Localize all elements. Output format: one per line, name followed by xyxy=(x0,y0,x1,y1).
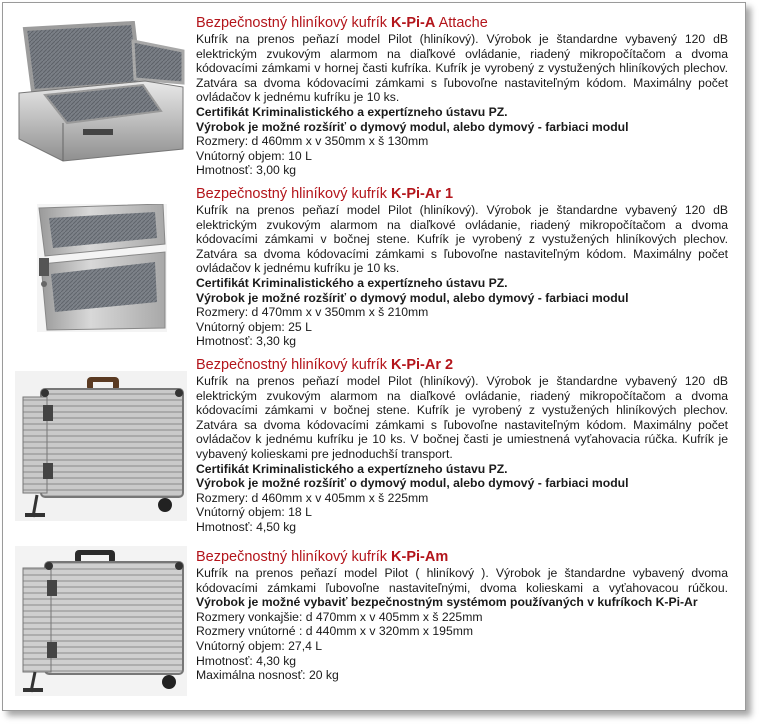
case-photo-k-pi-a xyxy=(15,21,187,163)
product-description: Kufrík na prenos peňazí model Pilot (hliníkový). Výrobok je štandardne vybavený 120 dB elektrickým zvukovým alarmom na diaľkové ovládanie, riadený mikropočítačom a dvoma kódovacími zámkami v bočnej stene. Kufrík je vyrobený z vystužených hliníkových plechov. Zatvára sa dvoma kódovacími zámkami s ľubovoľne nastaviteľným kódom. Maximálny počet ovládačov k jednému kufríku je 10 ks. V bočnej časti je umiestnená vyťahovacia rúčka. Kufrík je vybavený kolieskami pre jednoduchší transport. xyxy=(196,374,728,461)
case-photo-k-pi-ar-2 xyxy=(15,371,187,521)
volume: Vnútorný objem: 10 L xyxy=(196,148,312,163)
certificate-note: Certifikát Kriminalistického a expertízneho ústavu PZ. xyxy=(196,461,508,476)
extension-note: Výrobok je možné rozšíriť o dymový modul, alebo dymový - farbiaci modul xyxy=(196,476,629,491)
product-title: Bezpečnostný hliníkový kufrík K-Pi-Ar 1 xyxy=(196,186,454,202)
product-text-k-pi-a xyxy=(196,14,728,178)
volume: Vnútorný objem: 18 L xyxy=(196,505,312,520)
case-photo-k-pi-am xyxy=(15,546,187,696)
extension-note: Výrobok je možné rozšíriť o dymový modul, alebo dymový - farbiaci modul xyxy=(196,290,629,305)
dimensions-inner: Rozmery vnútorné : d 440mm x v 320mm x 195mm xyxy=(196,624,474,639)
product-list-frame xyxy=(2,2,746,711)
extension-note: Výrobok je možné vybaviť bezpečnostným systémom používaných v kufríkoch K-Pi-Ar xyxy=(196,595,698,610)
product-title: Bezpečnostný hliníkový kufrík K-Pi-Am xyxy=(196,549,449,565)
dimensions: Rozmery: d 470mm x v 350mm x š 210mm xyxy=(196,305,429,320)
case-photo-k-pi-ar-1 xyxy=(37,204,167,332)
max-load: Maximálna nosnosť: 20 kg xyxy=(196,668,339,683)
product-description: Kufrík na prenos peňazí model Pilot (hliníkový). Výrobok je štandardne vybavený 120 dB elektrickým zvukovým alarmom na diaľkové ovládanie, riadený mikropočítačom a dvoma kódovacími zámkami v hornej časti kufríka. Kufrík je vyrobený z vystužených hliníkových plechov. Zatvára sa dvoma kódovacími zámkami s ľubovoľne nastaviteľným kódom. Maximálny počet ovládačov k jednému kufríku je 10 ks. xyxy=(196,32,728,105)
product-description: Kufrík na prenos peňazí model Pilot (hliníkový). Výrobok je štandardne vybavený 120 dB elektrickým zvukovým alarmom na diaľkové ovládanie, riadený mikropočítačom a dvoma kódovacími zámkami v bočnej stene. Kufrík je vyrobený z vystužených hliníkových plechov. Zatvára sa dvoma kódovacími zámkami s ľubovoľne nastaviteľným kódom. Maximálny počet ovládačov k jednému kufríku je 10 ks. xyxy=(196,203,728,276)
extension-note: Výrobok je možné rozšíriť o dymový modul, alebo dymový - farbiaci modul xyxy=(196,119,629,134)
product-description: Kufrík na prenos peňazí model Pilot ( hliníkový ). Výrobok je štandardne vybavený dvoma kódovacími zámkami ľubovoľne nastaviteľnými, dvoma kolieskami a vyťahovacou rúčkou. Výrobok je možné vybaviť bezpečnostným systémom používaných v kufríkoch K-Pi-Ar xyxy=(196,566,728,610)
product-title: Bezpečnostný hliníkový kufrík K-Pi-A Attache xyxy=(196,15,488,31)
weight: Hmotnosť: 4,30 kg xyxy=(196,653,297,668)
weight: Hmotnosť: 3,30 kg xyxy=(196,334,297,349)
volume: Vnútorný objem: 27,4 L xyxy=(196,638,323,653)
certificate-note: Certifikát Kriminalistického a expertízneho ústavu PZ. xyxy=(196,104,508,119)
dimensions-outer: Rozmery vonkajšie: d 470mm x v 405mm x š 225mm xyxy=(196,609,483,624)
certificate-note: Certifikát Kriminalistického a expertízneho ústavu PZ. xyxy=(196,275,508,290)
product-text-k-pi-ar-2 xyxy=(196,356,728,535)
dimensions: Rozmery: d 460mm x v 350mm x š 130mm xyxy=(196,134,429,149)
dimensions: Rozmery: d 460mm x v 405mm x š 225mm xyxy=(196,490,429,505)
volume: Vnútorný objem: 25 L xyxy=(196,319,312,334)
product-text-k-pi-ar-1 xyxy=(196,185,728,349)
weight: Hmotnosť: 4,50 kg xyxy=(196,519,297,534)
product-text-k-pi-am xyxy=(196,548,728,683)
product-title: Bezpečnostný hliníkový kufrík K-Pi-Ar 2 xyxy=(196,357,454,373)
weight: Hmotnosť: 3,00 kg xyxy=(196,163,297,178)
